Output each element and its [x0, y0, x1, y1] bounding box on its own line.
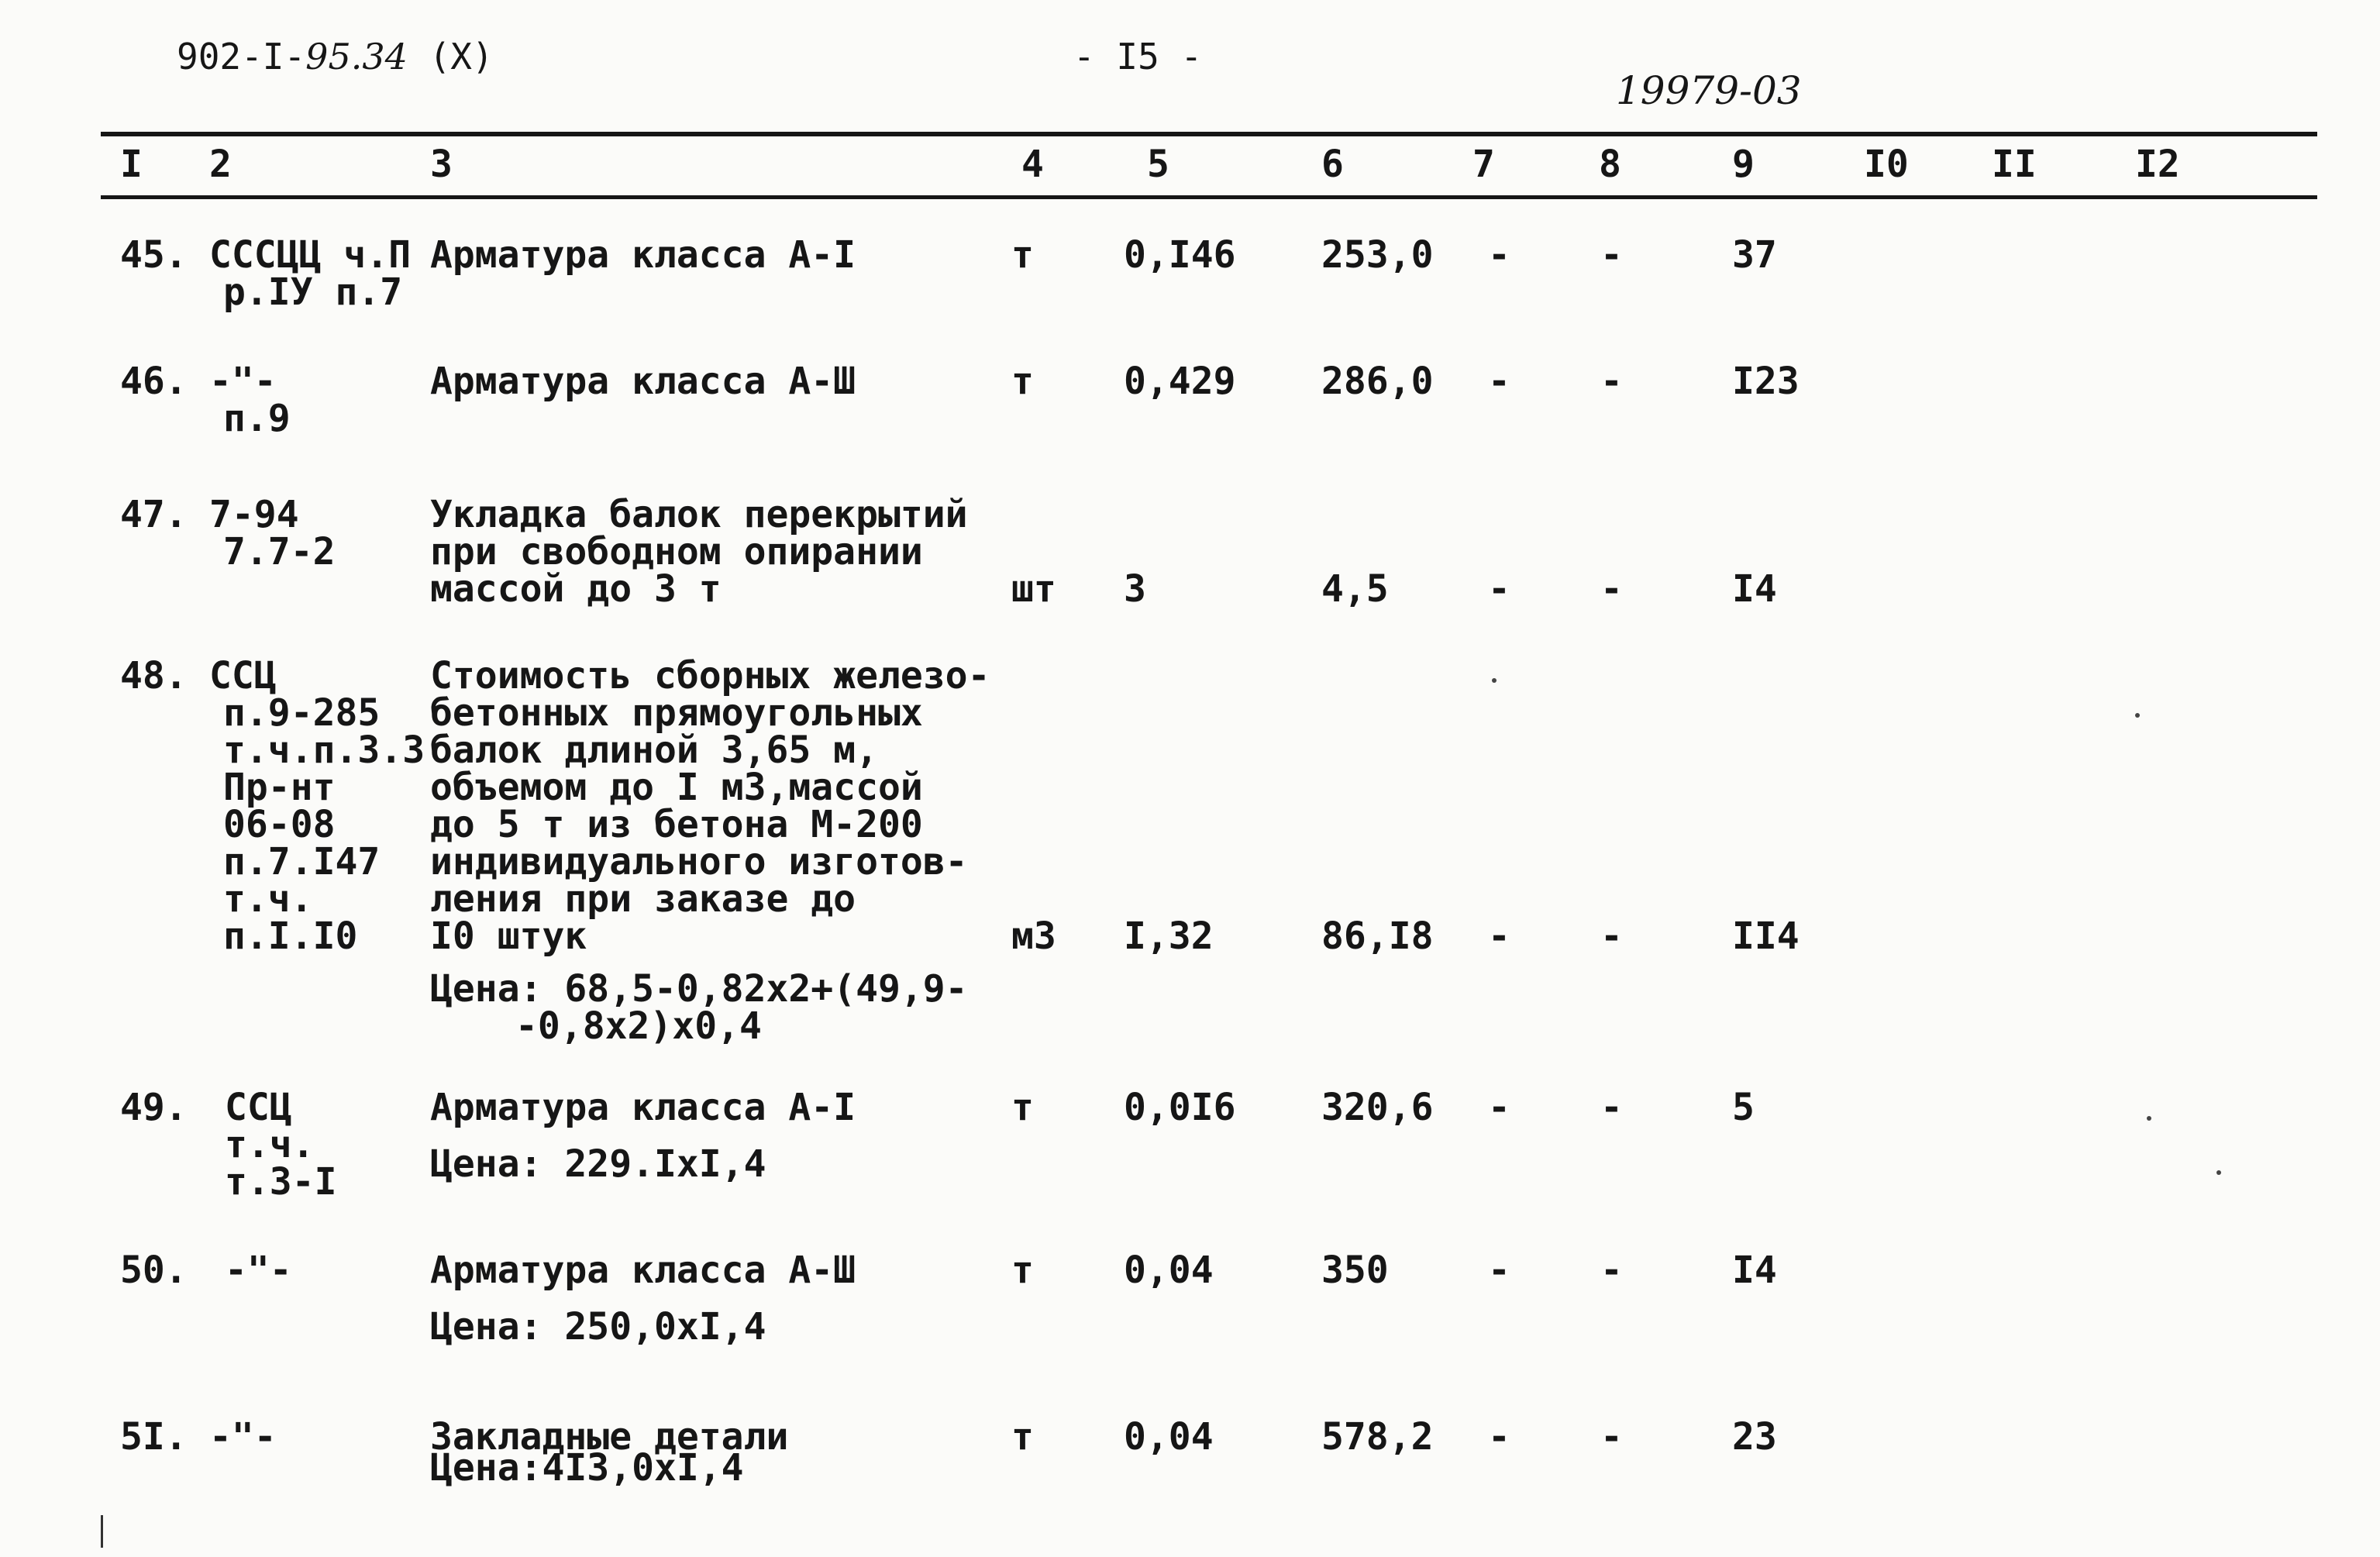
column-header: 6 [1321, 143, 1344, 186]
quantity-cell: 0,04 [1124, 1249, 1214, 1292]
page-number: - I5 - [1073, 36, 1203, 78]
total-cost-cell: I23 [1732, 360, 1800, 403]
column-8-cell: - [1600, 1415, 1623, 1459]
column-header: I0 [1864, 143, 1909, 186]
basis-line: р.IУ п.7 [223, 270, 403, 314]
description-line: массой до 3 т [430, 567, 722, 611]
column-8-cell: - [1600, 233, 1623, 277]
quantity-cell: 0,0I6 [1124, 1086, 1236, 1129]
unit-cell: м3 [1011, 915, 1056, 958]
unit-price-cell: 350 [1321, 1249, 1389, 1292]
unit-price-cell: 286,0 [1321, 360, 1434, 403]
unit-cell: т [1011, 1249, 1034, 1292]
price-formula-line: Цена:4I3,0хI,4 [430, 1446, 744, 1490]
column-header: I [120, 143, 143, 186]
basis-line: п.7.I47 [223, 840, 381, 884]
table-top-rule [101, 132, 2317, 136]
quantity-cell: 0,I46 [1124, 233, 1236, 277]
unit-cell: т [1011, 1415, 1034, 1459]
unit-price-cell: 86,I8 [1321, 915, 1434, 958]
column-header: 5 [1147, 143, 1169, 186]
unit-price-cell: 4,5 [1321, 567, 1389, 611]
unit-cell: т [1011, 233, 1034, 277]
description-line: балок длиной 3,65 м, [430, 729, 878, 772]
price-formula-line: Цена: 68,5-0,82х2+(49,9- [430, 967, 968, 1011]
scan-edge-mark [101, 1515, 103, 1548]
description-line: Арматура класса А-I [430, 1086, 856, 1129]
basis-line: 06-08 [223, 803, 336, 846]
price-formula-line: Цена: 229.IхI,4 [430, 1142, 766, 1186]
quantity-cell: 3 [1124, 567, 1146, 611]
row-number: 45. [120, 233, 188, 277]
description-line: до 5 т из бетона М-200 [430, 803, 923, 846]
basis-line: 7-94 [209, 493, 299, 536]
scan-speck [2216, 1170, 2221, 1175]
document-code [177, 36, 494, 78]
column-7-cell: - [1488, 1415, 1510, 1459]
description-line: бетонных прямоугольных [430, 691, 923, 735]
description-line: ления при заказе до [430, 877, 856, 921]
description-line: при свободном опирании [430, 530, 923, 574]
description-line: Арматура класса А-Ш [430, 1249, 856, 1292]
column-7-cell: - [1488, 233, 1510, 277]
total-cost-cell: 37 [1732, 233, 1777, 277]
basis-line: Пр-нт [223, 766, 336, 809]
column-7-cell: - [1488, 567, 1510, 611]
column-7-cell: - [1488, 915, 1510, 958]
basis-line: т.ч. [225, 1123, 315, 1166]
basis-line: п.9-285 [223, 691, 381, 735]
column-header: 8 [1599, 143, 1621, 186]
price-formula-line: -0,8х2)х0,4 [515, 1004, 762, 1048]
description-line: I0 штук [430, 915, 587, 958]
total-cost-cell: I4 [1732, 567, 1777, 611]
handwritten-doc-number: 19979-03 [1616, 68, 1802, 113]
table-header-rule [101, 195, 2317, 199]
basis-line: т.ч. [223, 877, 313, 921]
description-line: Арматура класса А-I [430, 233, 856, 277]
unit-cell: шт [1011, 567, 1056, 611]
basis-line: т.ч.п.3.3 [223, 729, 425, 772]
column-header: 7 [1472, 143, 1495, 186]
quantity-cell: 0,04 [1124, 1415, 1214, 1459]
column-8-cell: - [1600, 1249, 1623, 1292]
row-number: 50. [120, 1249, 188, 1292]
basis-line: 7.7-2 [223, 530, 336, 574]
description-line: индивидуального изготов- [430, 840, 968, 884]
basis-line: п.I.I0 [223, 915, 358, 958]
basis-line: т.3-I [225, 1160, 337, 1204]
row-number: 48. [120, 654, 188, 698]
scan-speck [1492, 678, 1497, 683]
description-line: Стоимость сборных железо- [430, 654, 990, 698]
unit-price-cell: 578,2 [1321, 1415, 1434, 1459]
column-7-cell: - [1488, 1249, 1510, 1292]
price-formula-line: Цена: 250,0хI,4 [430, 1305, 766, 1349]
basis-line: ССЦ [225, 1086, 292, 1129]
quantity-cell: I,32 [1124, 915, 1214, 958]
column-header: 9 [1732, 143, 1755, 186]
basis-line: СССЦЦ ч.П [209, 233, 412, 277]
column-7-cell: - [1488, 1086, 1510, 1129]
scan-speck [2147, 1116, 2151, 1121]
unit-cell: т [1011, 360, 1034, 403]
column-header: II [1992, 143, 2037, 186]
column-header: I2 [2135, 143, 2180, 186]
description-line: Арматура класса А-Ш [430, 360, 856, 403]
total-cost-cell: 23 [1732, 1415, 1777, 1459]
column-header: 4 [1021, 143, 1044, 186]
basis-line: -"- [209, 1415, 277, 1459]
total-cost-cell: II4 [1732, 915, 1800, 958]
scan-speck [2135, 713, 2140, 718]
description-line: Укладка балок перекрытий [430, 493, 968, 536]
column-8-cell: - [1600, 567, 1623, 611]
description-line: объемом до I м3,массой [430, 766, 923, 809]
total-cost-cell: 5 [1732, 1086, 1755, 1129]
row-number: 49. [120, 1086, 188, 1129]
row-number: 47. [120, 493, 188, 536]
basis-line: ССЦ [209, 654, 277, 698]
total-cost-cell: I4 [1732, 1249, 1777, 1292]
basis-line: -"- [225, 1249, 292, 1292]
column-header: 2 [209, 143, 232, 186]
code-handwritten: 95.34 [305, 36, 408, 78]
description-line: Закладные детали [430, 1415, 789, 1459]
basis-line: -"- [209, 360, 277, 403]
row-number: 5I. [120, 1415, 188, 1459]
column-8-cell: - [1600, 1086, 1623, 1129]
code-prefix: 902-I- [177, 36, 306, 78]
column-8-cell: - [1600, 915, 1623, 958]
column-8-cell: - [1600, 360, 1623, 403]
quantity-cell: 0,429 [1124, 360, 1236, 403]
unit-price-cell: 320,6 [1321, 1086, 1434, 1129]
column-header: 3 [430, 143, 453, 186]
code-suffix: (X) [429, 36, 494, 78]
unit-cell: т [1011, 1086, 1034, 1129]
unit-price-cell: 253,0 [1321, 233, 1434, 277]
basis-line: п.9 [223, 397, 291, 440]
row-number: 46. [120, 360, 188, 403]
column-7-cell: - [1488, 360, 1510, 403]
